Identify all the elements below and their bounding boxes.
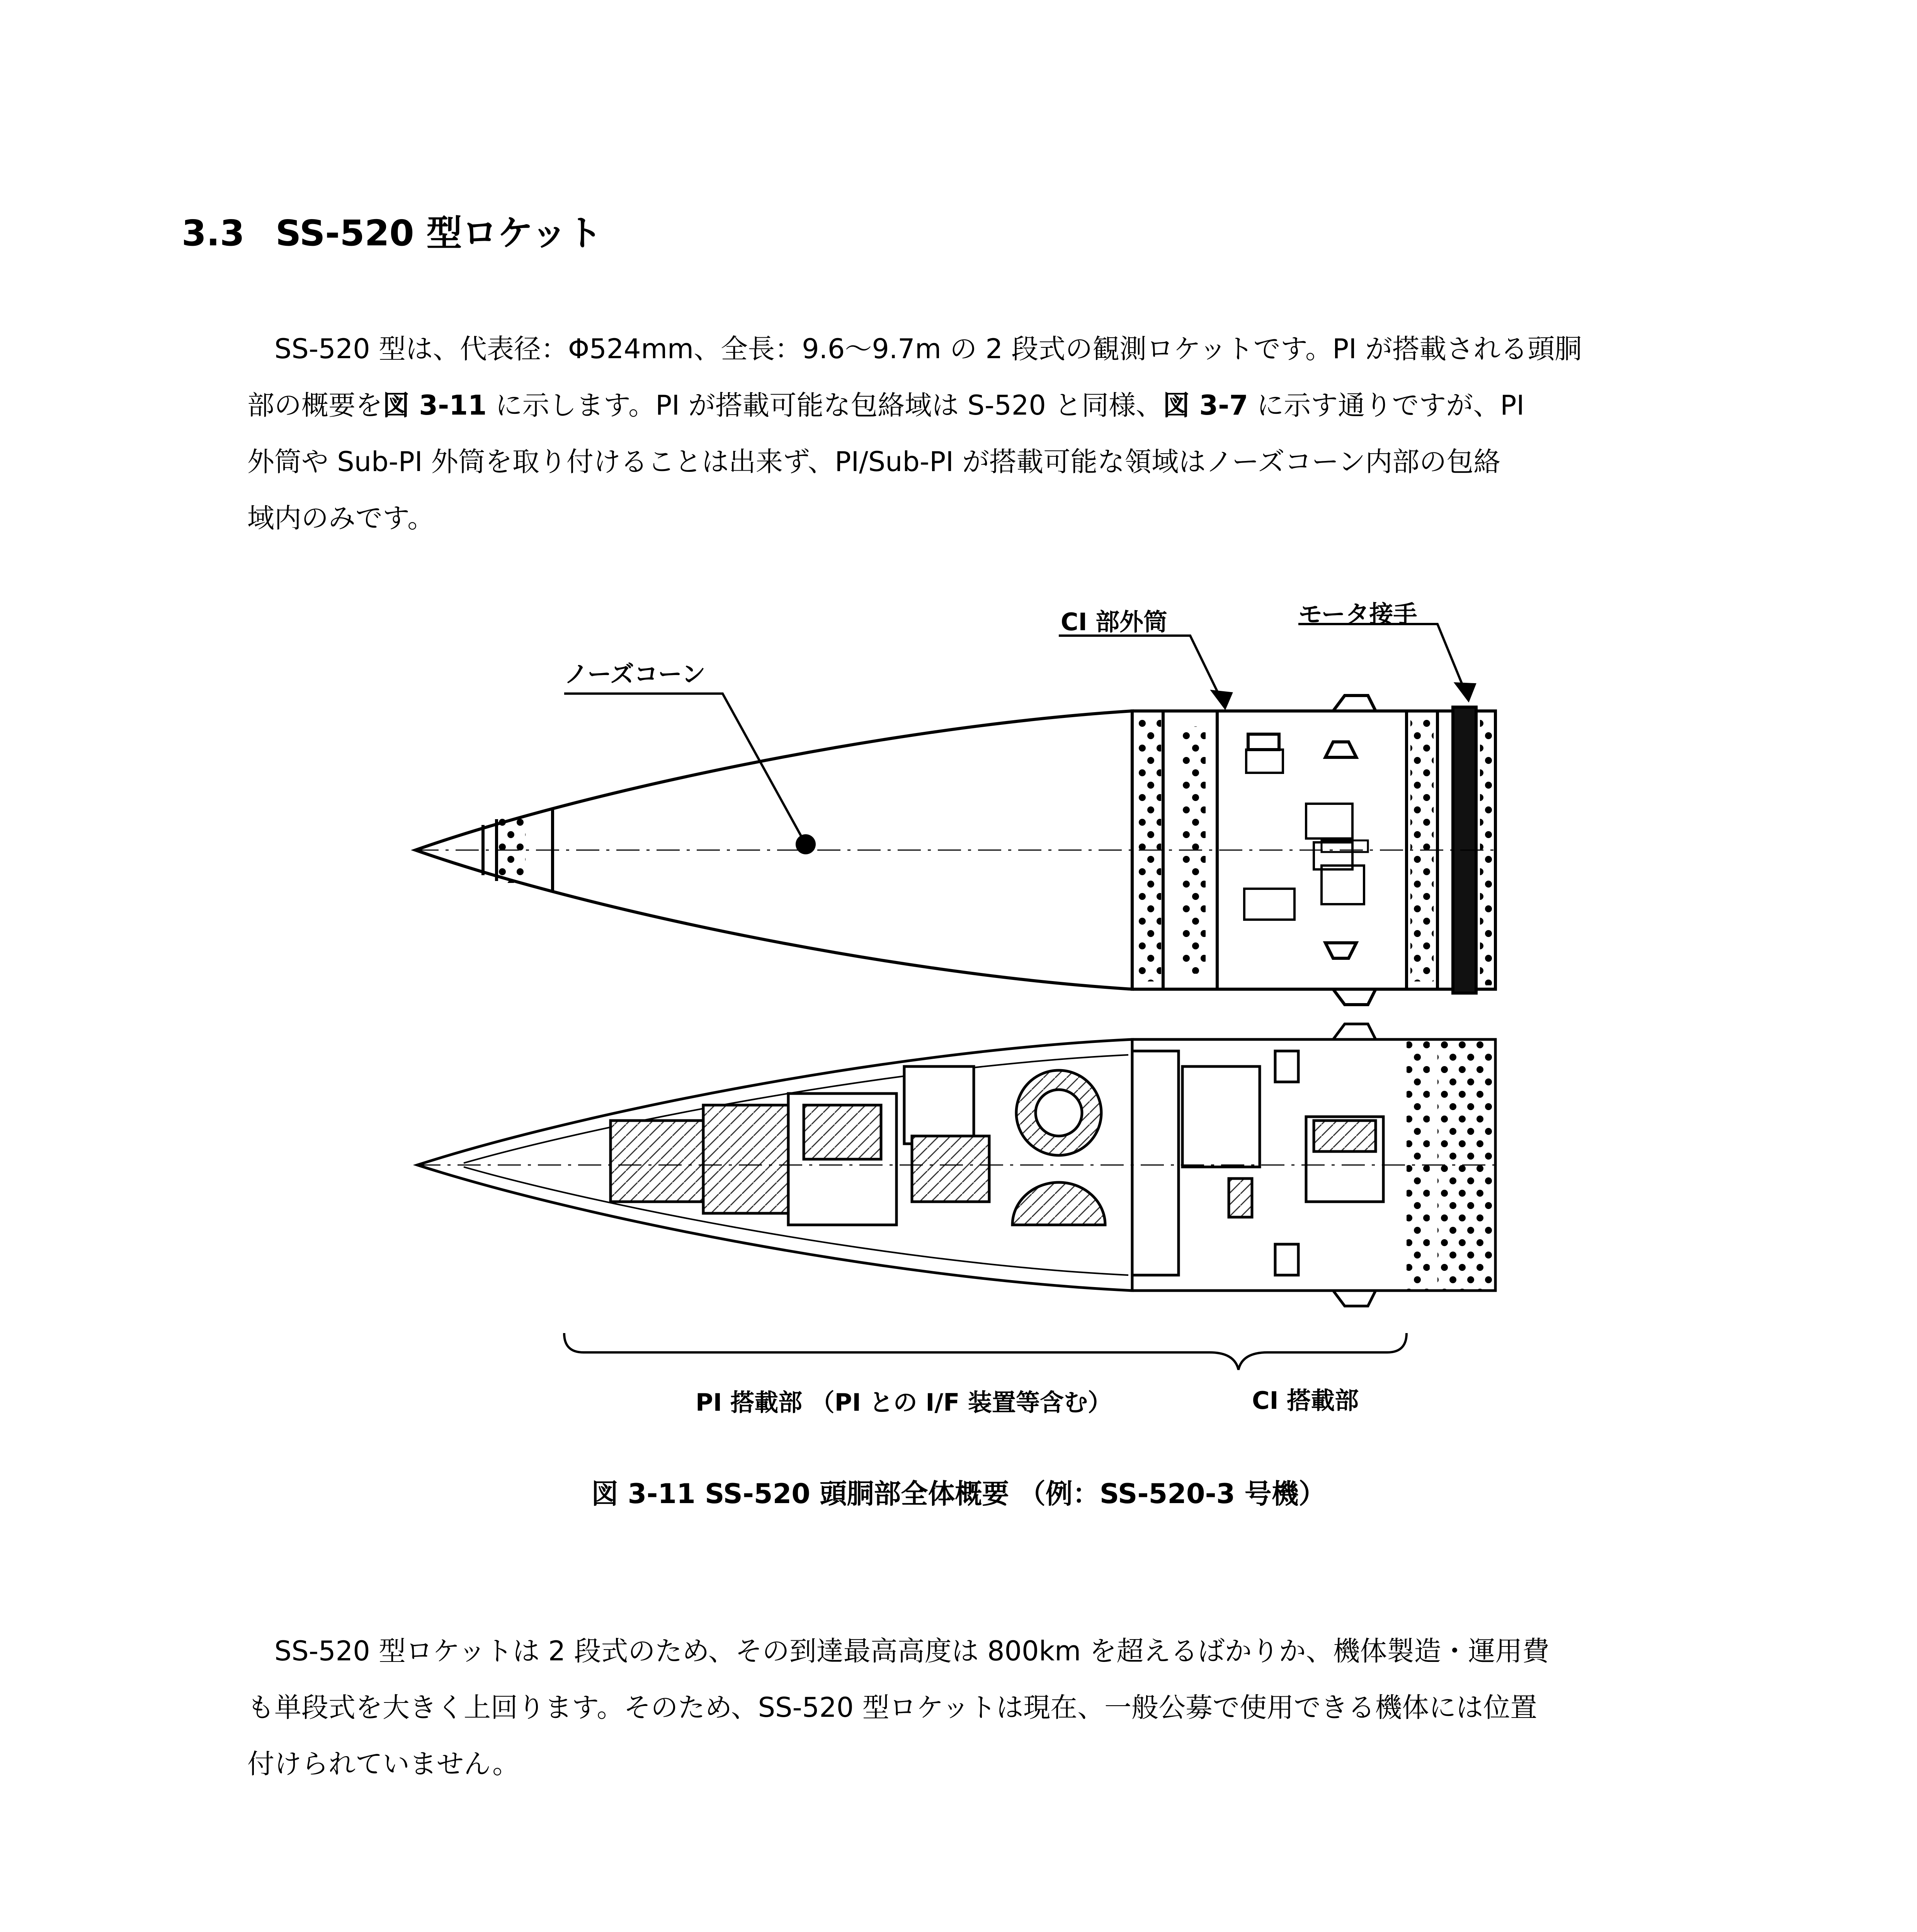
label-ci-section: CI 搭載部	[1252, 1386, 1359, 1415]
paragraph-line: SS-520 型ロケットは 2 段式のため、その到達最高高度は 800km を超えるばかりか、機体製造・運用費	[274, 1635, 1550, 1667]
figure-ref-3-11: 図 3-11	[383, 389, 487, 421]
paragraph-line: 部の概要を図 3-11 に示します。PI が搭載可能な包絡域は S-520 と同様、図 3-7 に示す通りですが、PI	[247, 389, 1525, 421]
figure-ref-3-7: 図 3-7	[1163, 389, 1248, 421]
figure-caption: 図 3-11 SS-520 頭胴部全体概要 （例：SS-520-3 号機）	[591, 1478, 1326, 1510]
label-pi-section: PI 搭載部 （PI との I/F 装置等含む）	[696, 1388, 1112, 1417]
paragraph-line: 外筒や Sub-PI 外筒を取り付けることは出来ず、PI/Sub-PI が搭載可能な領域はノーズコーン内部の包絡	[247, 446, 1501, 478]
section-braces	[564, 1333, 1407, 1370]
paragraph-line: も単段式を大きく上回ります。そのため、SS-520 型ロケットは現在、一般公募で使用できる機体には位置	[247, 1692, 1538, 1723]
paragraph-line: 域内のみです。	[247, 502, 435, 534]
label-motor-joint: モータ接手	[1298, 600, 1417, 628]
paragraph-line: 付けられていません。	[247, 1748, 520, 1780]
section-number: 3.3	[182, 213, 245, 254]
section-title: SS-520 型ロケット	[275, 213, 603, 254]
label-nose-cone: ノーズコーン	[564, 660, 706, 688]
paragraph-note	[247, 1623, 1727, 1792]
internal-view	[417, 1024, 1495, 1306]
label-ci-outer: CI 部外筒	[1061, 608, 1168, 636]
paragraph-line: SS-520 型は、代表径：Φ524mm、全長：9.6～9.7m の 2 段式の観測ロケットです。PI が搭載される頭胴	[274, 333, 1582, 365]
